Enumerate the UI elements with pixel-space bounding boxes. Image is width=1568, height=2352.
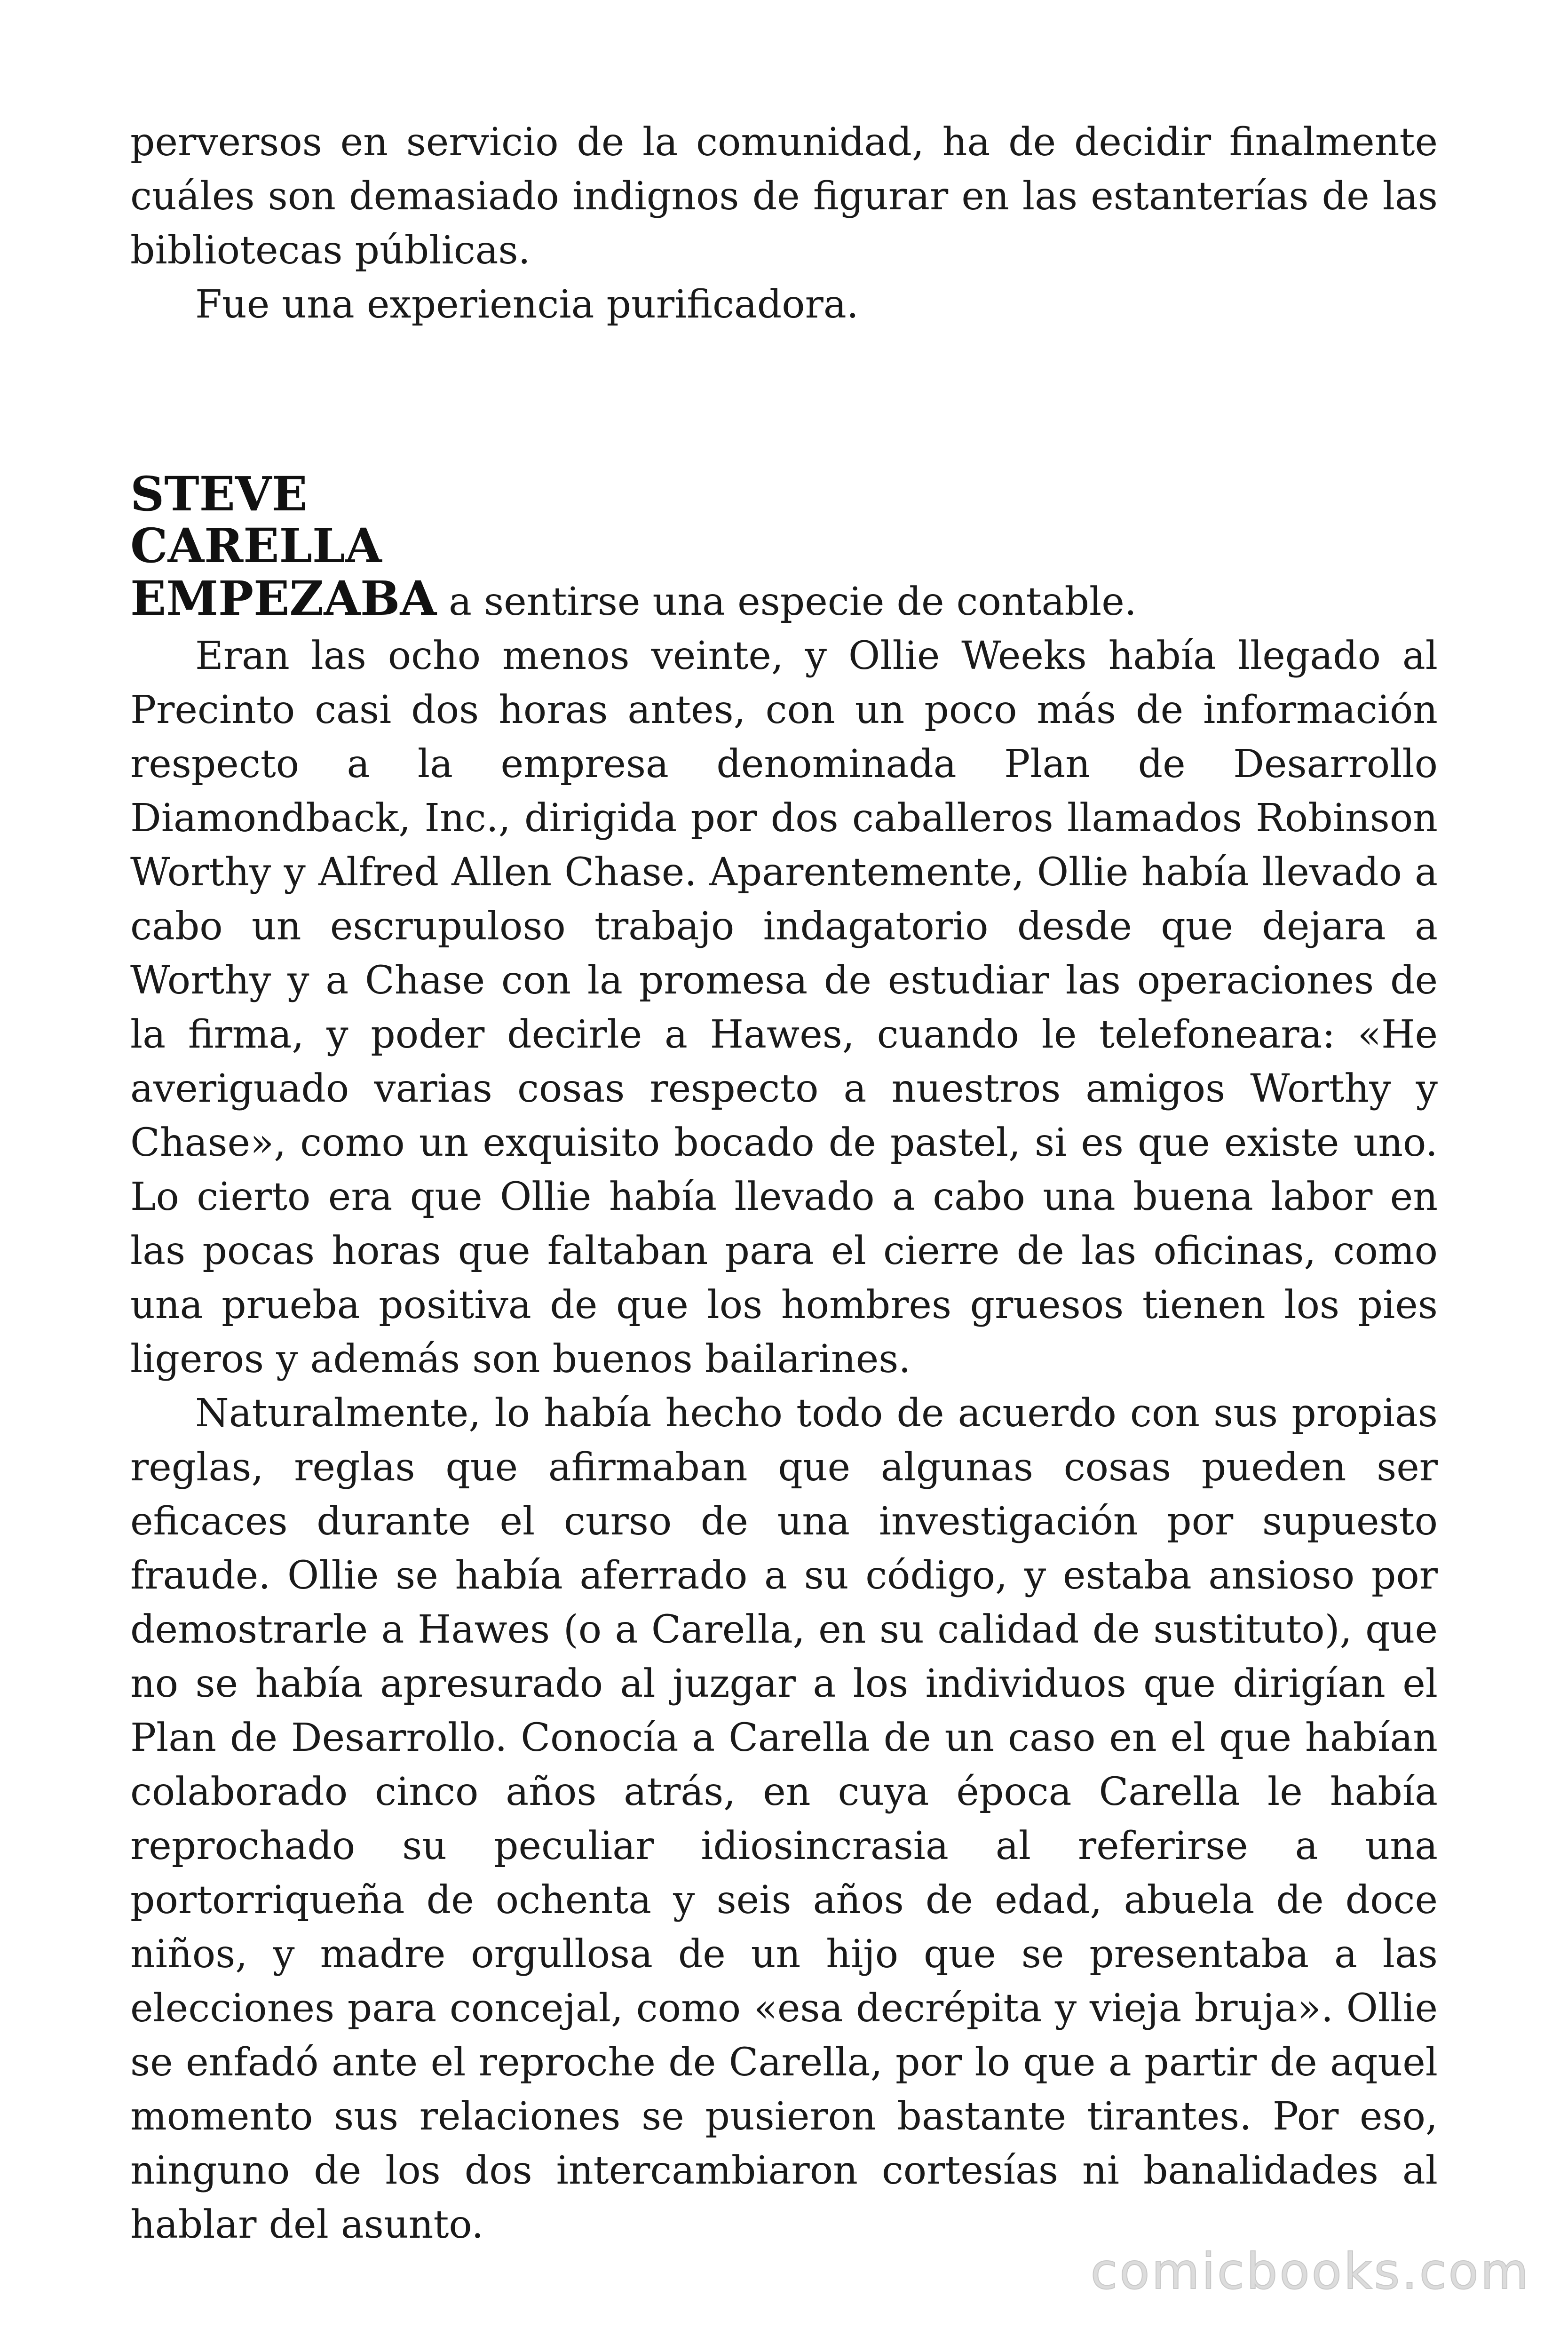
section-first-line [130, 572, 1438, 629]
chapter-section [130, 468, 1438, 2252]
section-lead-rest: a sentirse una especie de contable. [436, 580, 1137, 624]
section-paragraph-2: Naturalmente, lo había hecho todo de acuerdo con sus propias reglas, reglas que afirmaban que algunas cosas pueden ser eficaces durante el curso de una investigación por supuesto fraude. Ollie se había aferrado a su código, y estaba ansioso por demostrarle a Hawes (o a Carella, en su calidad de sustituto), que no se había apresurado al juzgar a los individuos que dirigían el Plan de Desarrollo. Conocía a Carella de un caso en el que habían colaborado cinco años atrás, en cuya época Carella le había reprochado su peculiar idiosincrasia al referirse a una portorriqueña de ochenta y seis años de edad, abuela de doce niños, y madre orgullosa de un hijo que se presentaba a las elecciones para concejal, como «esa decrépita y vieja bruja». Ollie se enfadó ante el reproche de Carella, por lo que a partir de aquel momento sus relaciones se pusieron bastante tirantes. Por eso, ninguno de los dos intercambiaron cortesías ni banalidades al hablar del asunto. [130, 1391, 1438, 2247]
closing-sentence: Fue una experiencia purificadora. [195, 282, 859, 327]
section-lead-word: EMPEZABA [130, 571, 437, 626]
section-paragraph-1: Eran las ocho menos veinte, y Ollie Weeks había llegado al Precinto casi dos horas antes, con un poco más de información respecto a la empresa denominada Plan de Desarrollo Diamondback, Inc., dirigida por dos caballeros llamados Robinson Worthy y Alfred Allen Chase. Aparentemente, Ollie había llevado a cabo un escrupuloso trabajo indagatorio desde que dejara a Worthy y a Chase con la promesa de estudiar las operaciones de la firma, y poder decirle a Hawes, cuando le telefoneara: «He averiguado varias cosas respecto a nuestros amigos Worthy y Chase», como un exquisito bocado de pastel, si es que existe uno. Lo cierto era que Ollie había llevado a cabo una buena labor en las pocas horas que faltaban para el cierre de las oficinas, como una prueba positiva de que los hombres gruesos tienen los pies ligeros y además son buenos bailarines. [130, 634, 1438, 1382]
page-text [130, 115, 1438, 2252]
section-heading-line-2: CARELLA [130, 518, 382, 573]
section-heading-line-1: STEVE [130, 466, 308, 522]
watermark-logo: comicbooks.com [1090, 2243, 1530, 2300]
opening-paragraph: perversos en servicio de la comunidad, ha de decidir finalmente cuáles son demasiado indignos de figurar en las estanterías de las bibliotecas públicas. [130, 120, 1438, 273]
